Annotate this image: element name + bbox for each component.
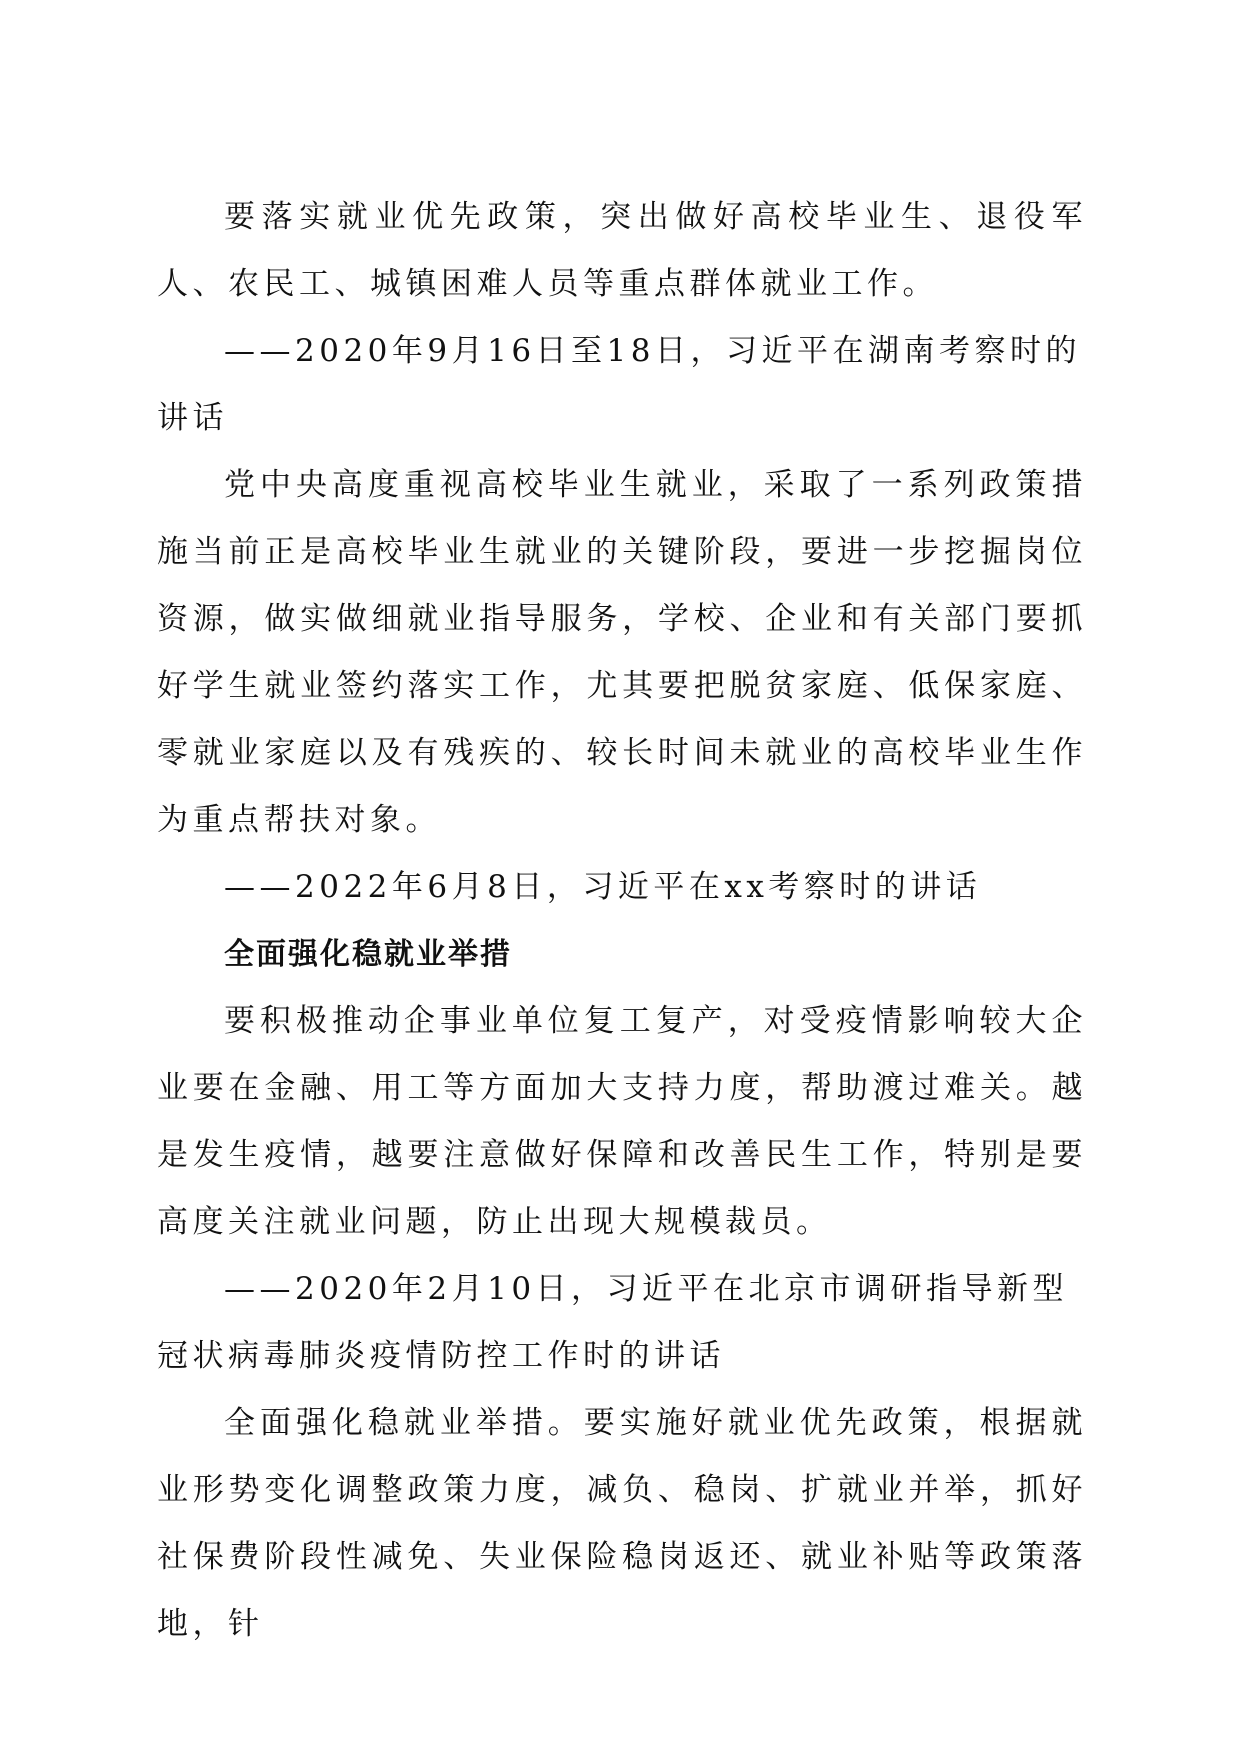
paragraph-graduate-employment: 党中央高度重视高校毕业生就业，采取了一系列政策措施当前正是高校毕业生就业的关键阶段，要进一步挖掘岗位资源，做实做细就业指导服务，学校、企业和有关部门要抓好学生就业签约落实工作，尤其要把脱贫家庭、低保家庭、零就业家庭以及有残疾的、较长时间未就业的高校毕业生作为重点帮扶对象。 [157,467,1087,838]
citation-hunan-inspection: ——2020年9月16日至18日，习近平在湖南考察时的讲话 [157,333,1082,436]
section-heading-stabilize-employment: 全面强化稳就业举措 [224,937,512,972]
citation-beijing-research: ——2020年2月10日，习近平在北京市调研指导新型冠状病毒肺炎疫情防控工作时的讲话 [157,1271,1069,1374]
paragraph-strengthen-measures: 全面强化稳就业举措。要实施好就业优先政策，根据就业形势变化调整政策力度，减负、稳岗、扩就业并举，抓好社保费阶段性减免、失业保险稳岗返还、就业补贴等政策落地，针 [157,1405,1087,1642]
paragraph-resume-production: 要积极推动企事业单位复工复产，对受疫情影响较大企业要在金融、用工等方面加大支持力度，帮助渡过难关。越是发生疫情，越要注意做好保障和改善民生工作，特别是要高度关注就业问题，防止出现大规模裁员。 [157,1003,1087,1240]
citation-2022-inspection: ——2022年6月8日，习近平在xx考察时的讲话 [224,869,982,905]
document-body [157,184,1087,1658]
paragraph-priority-employment-policy: 要落实就业优先政策，突出做好高校毕业生、退役军人、农民工、城镇困难人员等重点群体就业工作。 [157,199,1087,302]
